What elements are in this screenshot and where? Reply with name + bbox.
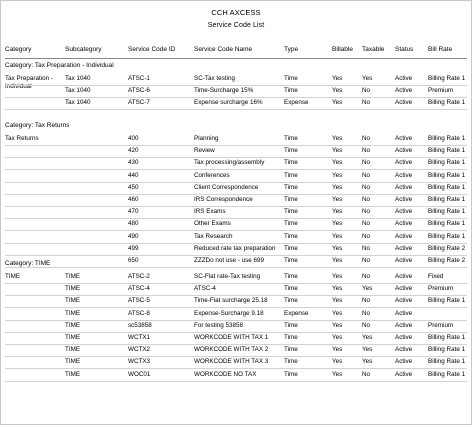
cell-bill-rate: Billing Rate 2 (428, 244, 466, 252)
cell-type: Time (284, 196, 298, 203)
cell-bill-rate: Billing Rate 1 (428, 334, 466, 341)
cell-taxable: No (362, 183, 371, 191)
category-label: Tax Preparation - Individual (5, 75, 53, 90)
cell-name: Planning (194, 135, 219, 142)
cell-billable: Yes (332, 208, 343, 216)
row-divider (5, 109, 467, 110)
category-heading: Category: TIME (5, 260, 51, 267)
cell-status: Active (395, 159, 413, 167)
cell-status: Active (395, 334, 413, 341)
report-title: Service Code List (207, 22, 265, 29)
cell-name: Review (194, 147, 215, 155)
cell-bill-rate: Billing Rate 1 (428, 346, 466, 354)
cell-taxable: No (362, 135, 371, 142)
cell-taxable: Yes (362, 75, 373, 82)
cell-subcategory: TIME (65, 309, 81, 317)
cell-type: Time (284, 321, 298, 329)
cell-bill-rate: Premium (428, 87, 454, 95)
cell-type: Time (284, 183, 298, 191)
cell-billable: Yes (332, 321, 343, 329)
row-divider (5, 332, 467, 333)
row-divider (5, 381, 467, 382)
cell-code: ATSC-8 (128, 309, 150, 317)
header-divider (5, 58, 467, 59)
cell-code: ATSC-5 (128, 297, 150, 305)
cell-taxable: No (362, 208, 371, 216)
cell-status: Active (395, 321, 413, 329)
cell-code: 650 (128, 257, 139, 264)
cell-billable: Yes (332, 309, 343, 317)
cell-taxable: No (362, 273, 371, 280)
cell-name: WORKCODE WITH TAX 3 (194, 358, 269, 366)
cell-billable: Yes (332, 183, 343, 191)
cell-code: ATSC-6 (128, 87, 150, 95)
cell-code: 430 (128, 159, 139, 167)
cell-billable: Yes (332, 159, 343, 167)
category-heading: Category: Tax Returns (5, 122, 70, 129)
row-divider (5, 267, 467, 268)
cell-bill-rate: Fixed (428, 273, 444, 280)
row-divider (5, 218, 467, 219)
row-divider (5, 295, 467, 296)
cell-taxable: No (362, 244, 371, 252)
cell-code: ATSC-4 (128, 285, 150, 293)
cell-status: Active (395, 171, 413, 179)
cell-bill-rate: Billing Rate 1 (428, 220, 466, 228)
company-name: CCH AXCESS (211, 8, 261, 17)
cell-name: Time-Flat surcharge 25.18 (194, 297, 268, 305)
cell-subcategory: Tax 1040 (65, 87, 91, 95)
row-divider (5, 194, 467, 195)
cell-subcategory: TIME (65, 273, 81, 280)
cell-taxable: No (362, 309, 371, 317)
cell-subcategory: TIME (65, 334, 81, 341)
cell-name: Client Correspondence (194, 183, 259, 191)
cell-status: Active (395, 220, 413, 228)
cell-name: WORKCODE WITH TAX 1 (194, 334, 269, 341)
row-divider (5, 243, 467, 244)
cell-billable: Yes (332, 196, 343, 203)
cell-billable: Yes (332, 285, 343, 293)
cell-billable: Yes (332, 220, 343, 228)
cell-type: Time (284, 285, 298, 293)
cell-type: Time (284, 244, 298, 252)
cell-billable: Yes (332, 370, 343, 378)
cell-status: Active (395, 297, 413, 305)
cell-subcategory: TIME (65, 297, 81, 305)
column-header: Billable (332, 46, 353, 53)
column-header: Bill Rate (428, 46, 453, 53)
cell-name: Time-Surcharge 15% (194, 87, 254, 95)
cell-code: 440 (128, 171, 139, 179)
cell-billable: Yes (332, 297, 343, 305)
cell-code: 490 (128, 232, 139, 240)
cell-type: Time (284, 273, 298, 280)
cell-name: Tax Research (194, 232, 233, 240)
cell-code: ATSC-1 (128, 75, 150, 82)
cell-billable: Yes (332, 87, 343, 95)
cell-name: Other Exams (194, 220, 231, 228)
cell-taxable: No (362, 257, 371, 264)
cell-name: IRS Correspondence (194, 196, 253, 203)
cell-code: 470 (128, 208, 139, 216)
row-divider (5, 356, 467, 357)
cell-bill-rate: Billing Rate 1 (428, 99, 466, 107)
cell-name: Expense surcharge 16% (194, 99, 263, 107)
cell-status: Active (395, 232, 413, 240)
cell-status: Active (395, 285, 413, 293)
cell-taxable: No (362, 87, 371, 95)
cell-status: Active (395, 99, 413, 107)
column-header: Service Code ID (128, 46, 176, 53)
cell-status: Active (395, 358, 413, 366)
cell-status: Active (395, 208, 413, 216)
cell-taxable: No (362, 297, 371, 305)
cell-status: Active (395, 244, 413, 252)
cell-code: WCTX1 (128, 334, 151, 341)
cell-code: 400 (128, 135, 139, 142)
cell-type: Time (284, 334, 298, 341)
cell-name: For testing 53858 (194, 321, 244, 329)
cell-name: ZZZDo not use - use 699 (194, 257, 264, 264)
cell-type: Time (284, 220, 298, 228)
cell-billable: Yes (332, 99, 343, 107)
cell-type: Time (284, 171, 298, 179)
cell-code: 460 (128, 196, 139, 203)
cell-type: Time (284, 159, 298, 167)
cell-bill-rate: Billing Rate 1 (428, 370, 466, 378)
cell-type: Time (284, 208, 298, 216)
cell-subcategory: TIME (65, 346, 81, 354)
cell-bill-rate: Billing Rate 1 (428, 171, 466, 179)
cell-name: Expense-Surcharge 9.18 (194, 309, 264, 317)
cell-name: SC-Flat rate-Tax testing (194, 273, 261, 280)
cell-taxable: No (362, 232, 371, 240)
cell-bill-rate: Billing Rate 1 (428, 135, 466, 142)
cell-subcategory: TIME (65, 321, 81, 329)
row-divider (5, 368, 467, 369)
cell-taxable: No (362, 99, 371, 107)
cell-code: WOC01 (128, 370, 151, 378)
cell-status: Active (395, 75, 413, 82)
cell-code: 450 (128, 183, 139, 191)
cell-status: Active (395, 273, 413, 280)
row-divider (5, 97, 467, 98)
column-header: Service Code Name (194, 46, 253, 53)
cell-status: Active (395, 87, 413, 95)
row-divider (5, 85, 467, 86)
cell-taxable: No (362, 370, 371, 378)
cell-billable: Yes (332, 334, 343, 341)
cell-code: WCTX2 (128, 346, 151, 354)
cell-bill-rate: Billing Rate 1 (428, 208, 466, 216)
category-label: Tax Returns (5, 135, 39, 142)
cell-billable: Yes (332, 273, 343, 280)
cell-taxable: No (362, 321, 371, 329)
cell-name: Reduced rate tax preparation (194, 244, 276, 252)
cell-taxable: No (362, 171, 371, 179)
cell-bill-rate: Premium (428, 321, 454, 329)
cell-billable: Yes (332, 346, 343, 354)
cell-bill-rate: Billing Rate 1 (428, 358, 466, 366)
cell-billable: Yes (332, 75, 343, 82)
row-divider (5, 206, 467, 207)
row-divider (5, 283, 467, 284)
row-divider (5, 145, 467, 146)
cell-code: 499 (128, 244, 139, 252)
cell-category: TIME (5, 273, 21, 280)
cell-taxable: Yes (362, 285, 373, 293)
column-header: Type (284, 46, 299, 53)
cell-bill-rate: Billing Rate 1 (428, 183, 466, 191)
cell-type: Time (284, 147, 298, 155)
cell-billable: Yes (332, 244, 343, 252)
column-header: Subcategory (65, 46, 102, 53)
row-divider (5, 320, 467, 321)
cell-subcategory: TIME (65, 358, 81, 366)
cell-taxable: No (362, 196, 371, 203)
cell-code: ATSC-7 (128, 99, 150, 107)
cell-type: Time (284, 232, 298, 240)
cell-taxable: Yes (362, 358, 373, 366)
cell-bill-rate: Billing Rate 1 (428, 75, 466, 82)
cell-name: SC-Tax testing (194, 75, 235, 82)
cell-status: Active (395, 309, 413, 317)
cell-taxable: Yes (362, 334, 373, 341)
cell-billable: Yes (332, 358, 343, 366)
cell-taxable: No (362, 220, 371, 228)
cell-type: Expense (284, 99, 309, 107)
cell-subcategory: Tax 1040 (65, 99, 91, 107)
cell-type: Time (284, 346, 298, 354)
cell-type: Time (284, 297, 298, 305)
column-header: Taxable (362, 46, 385, 53)
cell-billable: Yes (332, 257, 343, 264)
cell-bill-rate: Premium (428, 285, 454, 293)
cell-code: 420 (128, 147, 139, 155)
cell-billable: Yes (332, 147, 343, 155)
category-heading: Category: Tax Preparation - Individual (5, 62, 114, 69)
row-divider (5, 169, 467, 170)
cell-bill-rate: Billing Rate 1 (428, 196, 466, 203)
cell-bill-rate: Billing Rate 1 (428, 232, 466, 240)
cell-status: Active (395, 196, 413, 203)
column-header-row (1, 46, 471, 56)
cell-name: Conferences (194, 171, 230, 179)
cell-status: Active (395, 346, 413, 354)
cell-taxable: No (362, 147, 371, 155)
cell-subcategory: TIME (65, 370, 81, 378)
row-divider (5, 230, 467, 231)
cell-type: Time (284, 358, 298, 366)
cell-bill-rate: Billing Rate 1 (428, 147, 466, 155)
cell-bill-rate: Billing Rate 1 (428, 297, 466, 305)
cell-code: 480 (128, 220, 139, 228)
cell-code: WCTX3 (128, 358, 151, 366)
cell-type: Time (284, 75, 298, 82)
cell-status: Active (395, 183, 413, 191)
cell-type: Time (284, 135, 298, 142)
cell-type: Expense (284, 309, 309, 317)
cell-status: Active (395, 370, 413, 378)
cell-status: Active (395, 257, 413, 264)
cell-bill-rate: Billing Rate 1 (428, 159, 466, 167)
cell-type: Time (284, 370, 298, 378)
row-divider (5, 157, 467, 158)
cell-status: Active (395, 147, 413, 155)
cell-name: IRS Exams (194, 208, 226, 216)
cell-code: sc53858 (128, 321, 152, 329)
cell-name: ATSC-4 (194, 285, 216, 293)
cell-subcategory: Tax 1040 (65, 75, 91, 82)
row-divider (5, 255, 467, 256)
row-divider (5, 344, 467, 345)
cell-billable: Yes (332, 171, 343, 179)
cell-type: Time (284, 257, 298, 264)
cell-billable: Yes (332, 232, 343, 240)
cell-bill-rate: Billing Rate 2 (428, 257, 466, 264)
row-divider (5, 307, 467, 308)
cell-code: ATSC-2 (128, 273, 150, 280)
row-divider (5, 182, 467, 183)
cell-billable: Yes (332, 135, 343, 142)
cell-type: Time (284, 87, 298, 95)
cell-taxable: No (362, 159, 371, 167)
cell-subcategory: TIME (65, 285, 81, 293)
cell-name: WORKCODE WITH TAX 2 (194, 346, 269, 354)
column-header: Category (5, 46, 32, 53)
cell-taxable: Yes (362, 346, 373, 354)
cell-status: Active (395, 135, 413, 142)
cell-name: Tax processing/assembly (194, 159, 265, 167)
column-header: Status (395, 46, 414, 53)
cell-name: WORKCODE NO TAX (194, 370, 257, 378)
